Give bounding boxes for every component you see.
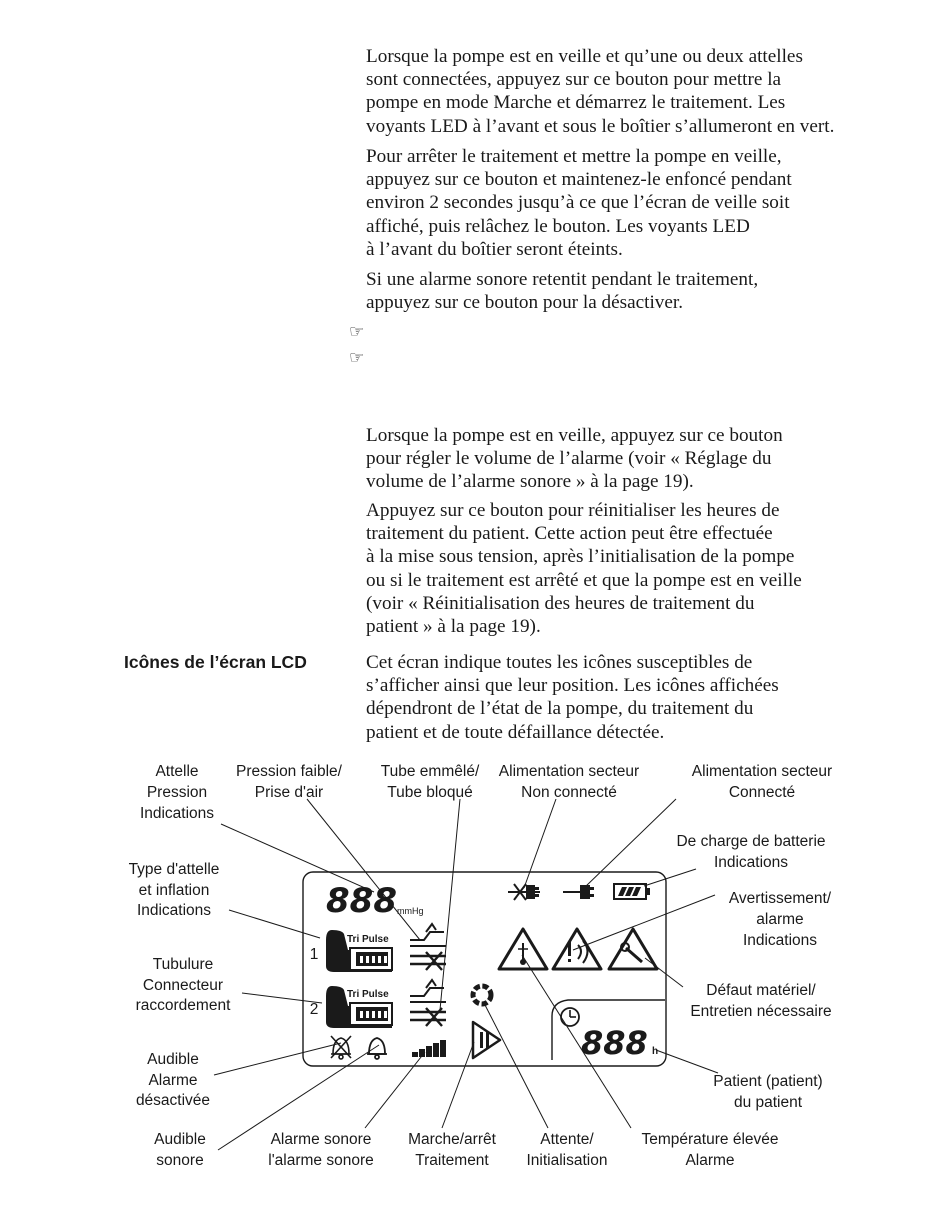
callout-leader-lines xyxy=(214,799,718,1150)
audible-alarm-icon xyxy=(367,1038,387,1059)
hardware-fault-icon xyxy=(609,929,657,969)
cuff-1-number: 1 xyxy=(309,946,319,963)
callout-patient-line2: du patient xyxy=(733,1094,803,1111)
pointing-hand-icon: ☞ xyxy=(349,322,365,342)
callout-audible-off-line3: désactivée xyxy=(135,1092,211,1109)
paragraph-silence-alarm: Si une alarme sonore retentit pendant le traitement, appuyez sur ce bouton pour la désactiver. xyxy=(366,269,759,314)
clock-icon xyxy=(561,1008,579,1026)
callout-tubing-line1: Tubulure xyxy=(152,956,214,973)
callout-audible-off-line1: Audible xyxy=(147,1051,199,1068)
callout-audible-line2: sonore xyxy=(156,1152,204,1169)
callout-tube-line1: Tube emmêlé/ xyxy=(380,763,480,780)
pressure-digits: 888 xyxy=(326,881,397,921)
callout-hardware-fault-line2: Entretien nécessaire xyxy=(690,1003,832,1020)
callout-warning-line1: Avertissement/ xyxy=(728,890,832,907)
callout-tubing-line3: raccordement xyxy=(135,997,231,1014)
callout-standby-line1: Attente/ xyxy=(540,1131,594,1148)
pressure-unit: mmHg xyxy=(397,906,424,916)
patient-hours-unit: h xyxy=(652,1046,659,1057)
callout-alarm-volume-line1: Alarme sonore xyxy=(270,1131,372,1148)
callout-cuff-type-line1: Type d'attelle xyxy=(128,861,220,878)
callout-mains-connected-line2: Connecté xyxy=(728,784,796,801)
tube-blocked-icon xyxy=(410,1008,446,1026)
callout-warning-line3: Indications xyxy=(742,932,818,949)
cuff-1-type-label: Tri Pulse xyxy=(347,934,389,945)
callout-tubing-line2: Connecteur xyxy=(142,977,224,994)
callout-run-stop-line2: Traitement xyxy=(415,1152,489,1169)
callout-temperature-line1: Température élevée xyxy=(641,1131,779,1148)
callout-alarm-volume-line2: l'alarme sonore xyxy=(268,1152,374,1169)
callout-attelle-line3: Indications xyxy=(139,805,215,822)
callout-cuff-type-line3: Indications xyxy=(136,902,212,919)
paragraph-stop-treatment: Pour arrêter le traitement et mettre la pompe en veille, appuyez sur ce bouton et maintenez-le enfoncé pendant environ 2 secondes jusqu’à ce que l’écran de veille soit affiché, puis relâchez le bouton. Les voyants LED à l’avant du boîtier seront éteints. xyxy=(366,146,792,260)
warning-alarm-icon xyxy=(553,929,601,969)
callout-low-pressure-line2: Prise d'air xyxy=(254,784,324,801)
paragraph-alarm-volume: Lorsque la pompe est en veille, appuyez sur ce bouton pour régler le volume de l’alarme (voir « Réglage du volume de l’alarme sonore » à la page 19). xyxy=(366,425,783,493)
callout-low-pressure-line1: Pression faible/ xyxy=(236,763,342,780)
callout-audible-off-line2: Alarme xyxy=(148,1072,198,1089)
callout-mains-disconnected-line1: Alimentation secteur xyxy=(498,763,640,780)
callout-warning-line2: alarme xyxy=(756,911,804,928)
cuff-2-number: 2 xyxy=(309,1001,319,1018)
callout-cuff-type-line2: et inflation xyxy=(138,882,210,899)
callout-attelle-line1: Attelle xyxy=(155,763,199,780)
callout-run-stop-line1: Marche/arrêt xyxy=(408,1131,496,1148)
callout-battery-line1: De charge de batterie xyxy=(676,833,826,850)
high-temperature-alarm-icon xyxy=(499,929,547,969)
mains-disconnected-icon xyxy=(508,884,540,900)
callout-battery-line2: Indications xyxy=(713,854,789,871)
cuff-2-type-label: Tri Pulse xyxy=(347,989,389,1000)
tube-blocked-icon xyxy=(410,952,446,970)
callout-mains-disconnected-line2: Non connecté xyxy=(521,784,617,801)
callout-mains-connected-line1: Alimentation secteur xyxy=(691,763,833,780)
callout-hardware-fault-line1: Défaut matériel/ xyxy=(706,982,816,999)
audible-alarm-off-icon xyxy=(331,1036,351,1059)
standby-initialisation-icon xyxy=(473,986,491,1004)
mains-connected-icon xyxy=(563,885,594,899)
callout-attelle-line2: Pression xyxy=(146,784,208,801)
callout-audible-line1: Audible xyxy=(154,1131,206,1148)
callout-patient-line1: Patient (patient) xyxy=(713,1073,823,1090)
section-heading-lcd-icons: Icônes de l’écran LCD xyxy=(124,652,307,672)
callout-temperature-line2: Alarme xyxy=(685,1152,735,1169)
paragraph-reset-hours: Appuyez sur ce bouton pour réinitialiser les heures de traitement du patient. Cette action peut être effectuée à la mise sous tension, après l’initialisation de la pompe ou si le traitement est arrêté et que la pompe est en veille (voir « Réinitialisation des heures de traitement du patient » à la page 19). xyxy=(366,500,802,638)
pointing-hand-icon: ☞ xyxy=(349,348,365,368)
paragraph-lcd-description: Cet écran indique toutes les icônes susceptibles de s’afficher ainsi que leur position. Les icônes affichées dépendront de l’état de la pompe, du traitement du patient et de toute défaillance détectée. xyxy=(366,652,779,743)
paragraph-start-treatment: Lorsque la pompe est en veille et qu’une ou deux attelles sont connectées, appuyez sur ce bouton pour mettre la pompe en mode Marche et démarrez le traitement. Les voyants LED à l’avant et sous le boîtier s’allumeront en vert. xyxy=(366,46,835,137)
alarm-volume-icon xyxy=(412,1040,446,1057)
callout-standby-line2: Initialisation xyxy=(526,1152,608,1169)
callout-tube-line2: Tube bloqué xyxy=(387,784,473,801)
patient-hours-digits: 888 xyxy=(581,1024,648,1062)
